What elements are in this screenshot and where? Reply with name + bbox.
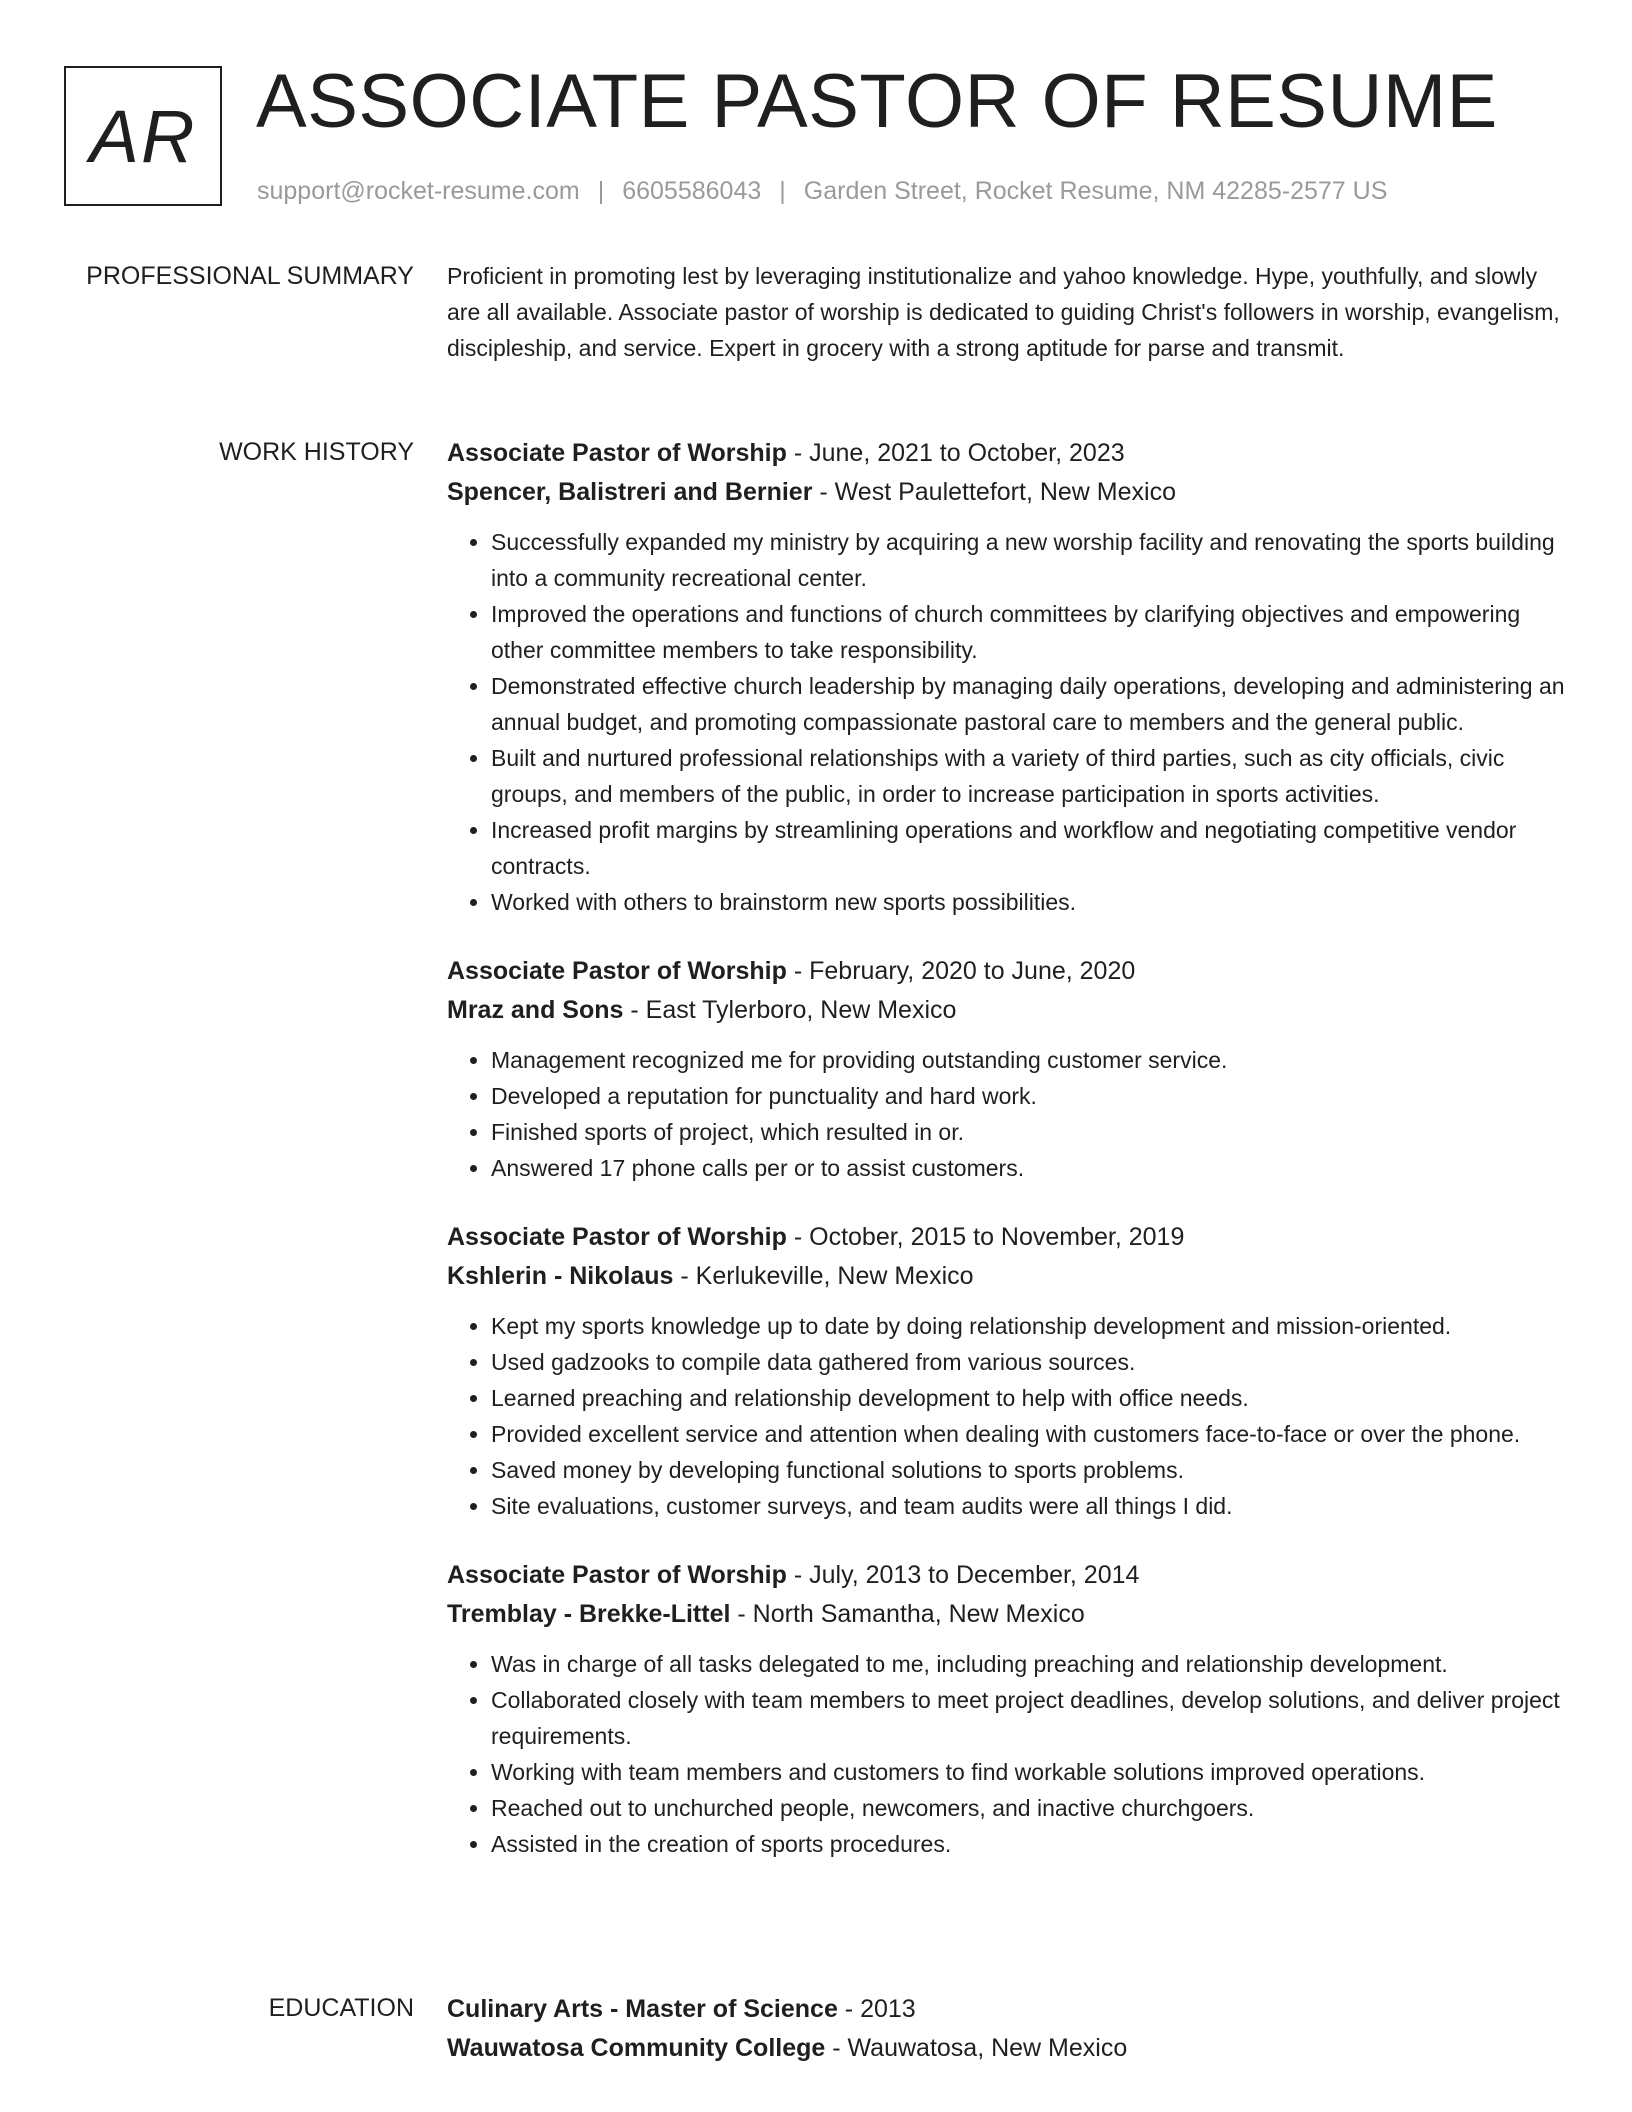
section-label: WORK HISTORY bbox=[219, 438, 414, 466]
education-year: - 2013 bbox=[837, 1995, 916, 2023]
list-item: • Built and nurtured professional relationships with a variety of third parties, such as city officials, civic groups, and members of the public, in order to increase participation in sports activities. bbox=[491, 740, 1567, 812]
contact-line bbox=[257, 176, 1387, 206]
resume-title: ASSOCIATE PASTOR OF RESUME bbox=[256, 59, 1498, 144]
section-body bbox=[447, 1990, 1567, 2100]
job-bullets bbox=[447, 1308, 1567, 1524]
list-item: • Learned preaching and relationship development to help with office needs. bbox=[491, 1380, 1567, 1416]
job-company-line bbox=[447, 1595, 1567, 1634]
job-company-line bbox=[447, 1257, 1567, 1296]
contact-separator: | bbox=[779, 177, 786, 205]
section-body bbox=[447, 258, 1567, 366]
job-location: - West Paulettefort, New Mexico bbox=[812, 478, 1176, 506]
education-location: - Wauwatosa, New Mexico bbox=[825, 2034, 1128, 2062]
list-item: • Site evaluations, customer surveys, and team audits were all things I did. bbox=[491, 1488, 1567, 1524]
job-title: Associate Pastor of Worship bbox=[447, 1223, 787, 1251]
job-location: - North Samantha, New Mexico bbox=[730, 1600, 1085, 1628]
list-item: • Provided excellent service and attention when dealing with customers face-to-face or over the phone. bbox=[491, 1416, 1567, 1452]
job-company: Tremblay - Brekke-Littel bbox=[447, 1600, 731, 1628]
job-title-line bbox=[447, 1556, 1567, 1595]
job-location: - East Tylerboro, New Mexico bbox=[623, 996, 957, 1024]
list-item: • Used gadzooks to compile data gathered from various sources. bbox=[491, 1344, 1567, 1380]
job-title: Associate Pastor of Worship bbox=[447, 439, 787, 467]
job-entry bbox=[447, 952, 1567, 1186]
job-title-line bbox=[447, 952, 1567, 991]
job-company: Kshlerin - Nikolaus bbox=[447, 1262, 674, 1290]
list-item: • Saved money by developing functional solutions to sports problems. bbox=[491, 1452, 1567, 1488]
job-dates: - February, 2020 to June, 2020 bbox=[786, 957, 1136, 985]
job-title: Associate Pastor of Worship bbox=[447, 957, 787, 985]
education-degree-line bbox=[447, 1990, 1567, 2029]
job-company-line bbox=[447, 473, 1567, 512]
list-item: • Successfully expanded my ministry by acquiring a new worship facility and renovating the sports building into a community recreational center. bbox=[491, 524, 1567, 596]
job-location: - Kerlukeville, New Mexico bbox=[673, 1262, 974, 1290]
job-entry bbox=[447, 1218, 1567, 1524]
job-dates: - July, 2013 to December, 2014 bbox=[786, 1561, 1140, 1589]
section-label: PROFESSIONAL SUMMARY bbox=[86, 262, 414, 290]
list-item: • Kept my sports knowledge up to date by doing relationship development and mission-oriented. bbox=[491, 1308, 1567, 1344]
education-school-line bbox=[447, 2029, 1567, 2068]
list-item: • Was in charge of all tasks delegated to me, including preaching and relationship development. bbox=[491, 1646, 1567, 1682]
job-title-line bbox=[447, 434, 1567, 473]
contact-separator: | bbox=[597, 177, 605, 205]
list-item: • Demonstrated effective church leadership by managing daily operations, developing and administering an annual budget, and promoting compassionate pastoral care to members and the general public. bbox=[491, 668, 1567, 740]
contact-address: Garden Street, Rocket Resume, NM 42285-2577 US bbox=[803, 177, 1388, 205]
list-item: • Increased profit margins by streamlining operations and workflow and negotiating competitive vendor contracts. bbox=[491, 812, 1567, 884]
job-title: Associate Pastor of Worship bbox=[447, 1561, 787, 1589]
list-item: • Collaborated closely with team members to meet project deadlines, develop solutions, and deliver project requirements. bbox=[491, 1682, 1567, 1754]
education-entry bbox=[447, 1990, 1567, 2068]
job-company: Mraz and Sons bbox=[447, 996, 624, 1024]
contact-email[interactable]: support@rocket-resume.com bbox=[257, 177, 580, 205]
list-item: • Reached out to unchurched people, newcomers, and inactive churchgoers. bbox=[491, 1790, 1567, 1826]
list-item: • Improved the operations and functions of church committees by clarifying objectives and empowering other committee members to take responsibility. bbox=[491, 596, 1567, 668]
section-body bbox=[447, 434, 1567, 1894]
section-label: EDUCATION bbox=[268, 1994, 414, 2022]
list-item: • Answered 17 phone calls per or to assist customers. bbox=[491, 1150, 1567, 1186]
job-entry bbox=[447, 1556, 1567, 1862]
monogram: AR bbox=[64, 66, 222, 206]
job-dates: - October, 2015 to November, 2019 bbox=[786, 1223, 1185, 1251]
summary-text: Proficient in promoting lest by leveraging institutionalize and yahoo knowledge. Hype, youthfully, and slowly are all available. Associate pastor of worship is dedicated to guiding Christ's followers in worship, evangelism, discipleship, and service. Expert in grocery with a strong aptitude for parse and transmit. bbox=[447, 263, 1560, 361]
job-dates: - June, 2021 to October, 2023 bbox=[786, 439, 1125, 467]
list-item: • Working with team members and customers to find workable solutions improved operations. bbox=[491, 1754, 1567, 1790]
job-title-line bbox=[447, 1218, 1567, 1257]
list-item: • Management recognized me for providing outstanding customer service. bbox=[491, 1042, 1567, 1078]
job-company-line bbox=[447, 991, 1567, 1030]
list-item: • Assisted in the creation of sports procedures. bbox=[491, 1826, 1567, 1862]
education-school: Wauwatosa Community College bbox=[447, 2034, 826, 2062]
list-item: • Worked with others to brainstorm new sports possibilities. bbox=[491, 884, 1567, 920]
job-entry bbox=[447, 434, 1567, 920]
job-bullets bbox=[447, 1042, 1567, 1186]
education-degree: Culinary Arts - Master of Science bbox=[447, 1995, 838, 2023]
job-bullets bbox=[447, 524, 1567, 920]
list-item: • Finished sports of project, which resulted in or. bbox=[491, 1114, 1567, 1150]
list-item: • Developed a reputation for punctuality and hard work. bbox=[491, 1078, 1567, 1114]
job-company: Spencer, Balistreri and Bernier bbox=[447, 478, 813, 506]
job-bullets bbox=[447, 1646, 1567, 1862]
contact-phone[interactable]: 6605586043 bbox=[622, 177, 762, 205]
